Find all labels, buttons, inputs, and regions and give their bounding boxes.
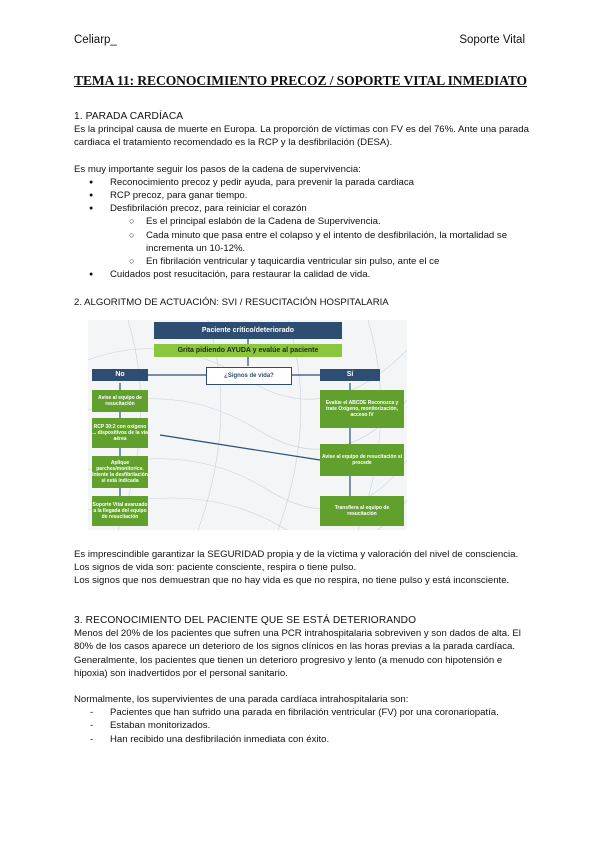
- list-item: ● RCP precoz, para ganar tiempo.: [74, 189, 534, 202]
- list-item: ● Cuidados post resucitación, para restaurar la calidad de vida.: [74, 268, 534, 281]
- node-alert-if-needed: Avise al equipo de resucitación si procede: [320, 444, 404, 476]
- section-1-heading: 1. PARADA CARDÍACA: [74, 111, 184, 122]
- node-advanced-support: Soporte Vital avanzado a la llegada del equipo de resucitación: [92, 496, 148, 526]
- node-defibrillation: Aplique parches/monitorice. Intente la desfibrilación si está indicada: [92, 456, 148, 488]
- branch-no-label: No: [92, 369, 148, 381]
- node-transfer: Transfiera al equipo de resucitación: [320, 496, 404, 526]
- node-critical-patient: Paciente crítico/deteriorado: [154, 322, 342, 339]
- chain-list: [74, 176, 534, 282]
- header-right: Soporte Vital: [459, 34, 525, 46]
- section-1: [74, 110, 534, 281]
- node-abcde: Evalúe el ABCDE Reconozca y trate Oxígeno, monitorización, acceso IV: [320, 390, 404, 428]
- header-left: Celiarp_: [74, 34, 117, 46]
- node-signs-of-life: ¿Signos de vida?: [206, 367, 292, 385]
- section-1-paragraph-2: Es muy importante seguir los pasos de la cadena de supervivencia:: [74, 163, 361, 175]
- section-3-paragraph-1: Menos del 20% de los pacientes que sufren una PCR intrahospitalaria sobreviven y son dados de alta. El 80% de los casos aparece un deterioro de los signos clínicos en las horas previas a la parada cardíaca. Generalmente, los pacientes que tienen un deterioro progresivo y lento (a menudo con hipotensión e hipoxia) son inadvertidos por el personal sanitario.: [74, 628, 521, 679]
- section-1-paragraph-1: Es la principal causa de muerte en Europa. La proporción de víctimas con FV es del 76%. Ante una parada cardiaca el tratamiento recomendado es la RCP y la desfibrilación (DESA).: [74, 124, 529, 149]
- node-alert-team: Avise al equipo de resucitación: [92, 390, 148, 412]
- list-item: ● Reconocimiento precoz y pedir ayuda, para prevenir la parada cardiaca: [74, 176, 534, 189]
- section-3: [74, 614, 534, 746]
- sub-list-item: ○ Cada minuto que pasa entre el colapso y el intento de desfibrilación, la mortalidad se incrementa un 10-12%.: [74, 229, 534, 255]
- list-item: - Pacientes que han sufrido una parada en fibrilación ventricular (FV) por una coronariopatía.: [74, 706, 534, 719]
- section-2-heading: 2. ALGORITMO DE ACTUACIÓN: SVI / RESUCITACIÓN HOSPITALARIA: [74, 297, 389, 308]
- list-item: - Estaban monitorizados.: [74, 719, 534, 732]
- section-2-paragraph-1: Es imprescindible garantizar la SEGURIDAD propia y de la víctima y valoración del nivel de consciencia. Los signos de vida son: paciente consciente, respira o tiene pulso.: [74, 549, 519, 574]
- node-call-help: Grita pidiendo AYUDA y evalúe al paciente: [154, 344, 342, 357]
- branch-yes-label: Sí: [320, 369, 380, 381]
- page-title: TEMA 11: RECONOCIMIENTO PRECOZ / SOPORTE VITAL INMEDIATO: [74, 73, 528, 88]
- algorithm-figure: [88, 320, 407, 530]
- list-item: ● Desfibrilación precoz, para reiniciar el corazón: [74, 202, 534, 215]
- node-cpr: RCP 30:2 con oxígeno ... dispositivos de la vía aérea: [92, 418, 148, 448]
- section-3-paragraph-2: Normalmente, los supervivientes de una parada cardíaca intrahospitalaria son:: [74, 694, 409, 706]
- sub-list-item: ○ En fibrilación ventricular y taquicardia ventricular sin pulso, ante el ce: [74, 255, 534, 268]
- section-3-heading: 3. RECONOCIMIENTO DEL PACIENTE QUE SE ESTÁ DETERIORANDO: [74, 615, 417, 626]
- survivors-list: [74, 706, 534, 746]
- section-2-text: [74, 548, 534, 588]
- section-2-paragraph-2: Los signos que nos demuestran que no hay vida es que no respira, no tiene pulso y está inconsciente.: [74, 575, 510, 587]
- list-item: - Han recibido una desfibrilación inmediata con éxito.: [74, 733, 534, 746]
- sub-list-item: ○ Es el principal eslabón de la Cadena de Supervivencia.: [74, 215, 534, 228]
